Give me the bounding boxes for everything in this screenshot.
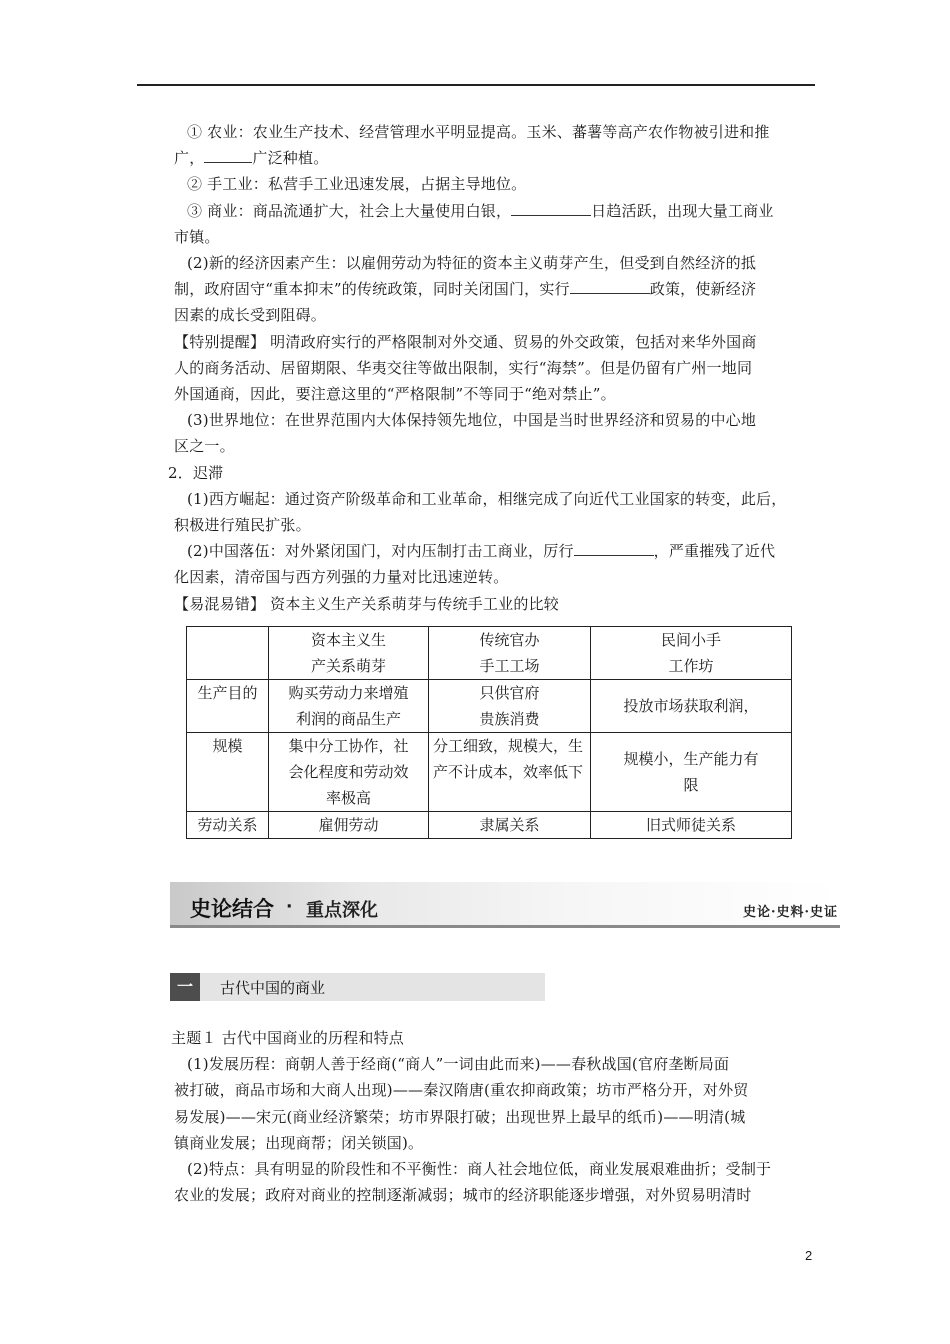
cell-line: 会化程度和劳动效: [288, 763, 409, 781]
table-row: [187, 812, 792, 839]
cell-line: 贵族消费: [479, 710, 540, 728]
para-history-line3: 易发展)——宋元(商业经济繁荣；坊市界限打破；出现世界上最早的纸币)——明清(城: [174, 1107, 746, 1126]
section-subtitle: 重点深化: [306, 900, 378, 921]
section-tagline: 史论·史料·史证: [742, 905, 838, 920]
section-rule: [170, 925, 840, 928]
para-commerce-line2: 市镇。: [174, 227, 220, 246]
para-agriculture-line1: ① 农业：农业生产技术、经营管理水平明显提高。玉米、蕃薯等高产农作物被引进和推: [187, 123, 770, 141]
cell-line: 手工工场: [479, 657, 540, 675]
para-west-rise-line1: (1)西方崛起：通过资产阶级革命和工业革命，相继完成了向近代工业国家的转变，此后，: [187, 489, 787, 508]
cell-line: 购买劳动力来增殖: [288, 684, 409, 702]
para-west-rise-line2: 积极进行殖民扩张。: [174, 516, 311, 535]
text: 制，政府固守“重本抑末”的传统政策，同时关闭国门，实行: [174, 280, 570, 299]
para-history-line2: 被打破，商品市场和大商人出现)——秦汉隋唐(重农抑商政策；坊市严格分开，对外贸: [174, 1081, 749, 1100]
cell-line: 利润的商品生产: [295, 710, 401, 728]
table-cell: [269, 680, 429, 733]
para-commerce-line1: [174, 198, 820, 224]
text: 广泛种植。: [252, 149, 329, 168]
cell-line: 只供官府: [479, 684, 540, 702]
text: 日趋活跃，出现大量工商业: [591, 201, 774, 220]
table-row: [187, 680, 792, 733]
fill-blank: [511, 200, 591, 216]
cell-line: 率极高: [325, 789, 371, 807]
table-cell: [591, 733, 792, 812]
section-separator-dot: ·: [286, 897, 293, 917]
cell-line: 雇佣劳动: [318, 816, 379, 834]
cell-line: 资本主义生: [310, 631, 386, 649]
cell-line: 限: [683, 776, 699, 794]
upper-text-block: [168, 119, 820, 617]
table-header-cell: [591, 627, 792, 680]
row-label: 生产目的: [187, 680, 269, 733]
table-cell: [429, 812, 591, 839]
para-features-line2: 农业的发展；政府对商业的控制逐渐减弱；城市的经济职能逐步增强，对外贸易明清时: [174, 1186, 752, 1205]
row-label: 劳动关系: [187, 812, 269, 839]
table-header-row: [187, 627, 792, 680]
para-new-factors-line2: [174, 276, 820, 302]
para-world-status-line1: (3)世界地位：在世界范围内大体保持领先地位，中国是当时世界经济和贸易的中心地: [187, 411, 757, 430]
special-tip-line1: 【特别提醒】 明清政府实行的严格限制对外交通、贸易的外交政策，包括对来华外国商: [174, 332, 757, 351]
cell-line: 隶属关系: [479, 816, 540, 834]
cell-line: 投放市场获取利润，: [623, 697, 759, 715]
cell-line: 规模小，生产能力有: [623, 750, 759, 768]
row-label: 规模: [187, 733, 269, 812]
fill-blank: [570, 278, 650, 294]
topic-title: 古代中国的商业: [220, 979, 326, 997]
topic-number-badge: 一: [170, 973, 200, 1001]
para-china-behind-line2: 化因素，清帝国与西方列强的力量对比迅速逆转。: [174, 568, 509, 587]
text: (2)中国落伍：对外紧闭国门，对内压制打击工商业，厉行: [187, 542, 574, 561]
text: ，严重摧残了近代: [653, 542, 776, 561]
para-history-line4: 镇商业发展；出现商帮；闭关锁国)。: [174, 1133, 424, 1152]
para-features-line1: (2)特点：具有明显的阶段性和不平衡性：商人社会地位低，商业发展艰难曲折；受制于: [187, 1160, 772, 1179]
table-cell: [269, 812, 429, 839]
para-world-status-line2: 区之一。: [174, 437, 235, 456]
lower-text-block: [171, 1025, 820, 1208]
fill-blank: [574, 540, 654, 556]
fill-blank: [204, 147, 252, 163]
para-history-line1: (1)发展历程：商朝人善于经商(“商人”一词由此而来)——春秋战国(官府垄断局面: [187, 1055, 730, 1074]
table-cell: [429, 733, 591, 812]
para-china-behind-line1: [174, 538, 820, 564]
comparison-table: [186, 626, 792, 839]
cell-line: 旧式师徒关系: [645, 816, 736, 834]
theme-heading: 主题１ 古代中国商业的历程和特点: [171, 1029, 404, 1047]
text: 政策，使新经济: [649, 280, 757, 299]
para-new-factors-line3: 因素的成长受到阻碍。: [174, 306, 327, 325]
cell-line: 民间小手: [660, 631, 721, 649]
special-tip-line2: 人的商务活动、居留期限、华夷交往等做出限制，实行“海禁”。但是仍留有广州一地同: [174, 358, 753, 377]
cell-line: 分工细致，规模大，生: [433, 737, 584, 755]
header-rule: [137, 84, 815, 86]
cell-line: 工作坊: [668, 657, 714, 675]
table-row: [187, 733, 792, 812]
table-cell: [429, 680, 591, 733]
para-agriculture-line2: [174, 145, 820, 171]
heading-stagnation: 2．迟滞: [168, 463, 224, 482]
section-title: 史论结合: [190, 897, 274, 921]
text: 广，: [174, 149, 205, 168]
table-cell: [591, 680, 792, 733]
page-number: 2: [805, 1248, 813, 1263]
cell-line: 传统官办: [479, 631, 540, 649]
para-new-factors-line1: (2)新的经济因素产生：以雇佣劳动为特征的资本主义萌芽产生，但受到自然经济的抵: [187, 254, 757, 273]
table-cell: [591, 812, 792, 839]
cell-line: 产关系萌芽: [310, 657, 386, 675]
confusion-note: 【易混易错】 资本主义生产关系萌芽与传统手工业的比较: [174, 594, 559, 613]
table-corner-cell: [187, 627, 269, 680]
table-cell: [269, 733, 429, 812]
table-header-cell: [269, 627, 429, 680]
cell-line: 集中分工协作，社: [288, 737, 409, 755]
text: ③ 商业：商品流通扩大，社会上大量使用白银，: [187, 201, 512, 220]
table-header-cell: [429, 627, 591, 680]
cell-line: 产不计成本，效率低下: [433, 763, 584, 781]
para-handicraft: ② 手工业：私营手工业迅速发展，占据主导地位。: [187, 175, 527, 194]
special-tip-line3: 外国通商，因此，要注意这里的“严格限制”不等同于“绝对禁止”。: [174, 385, 616, 404]
